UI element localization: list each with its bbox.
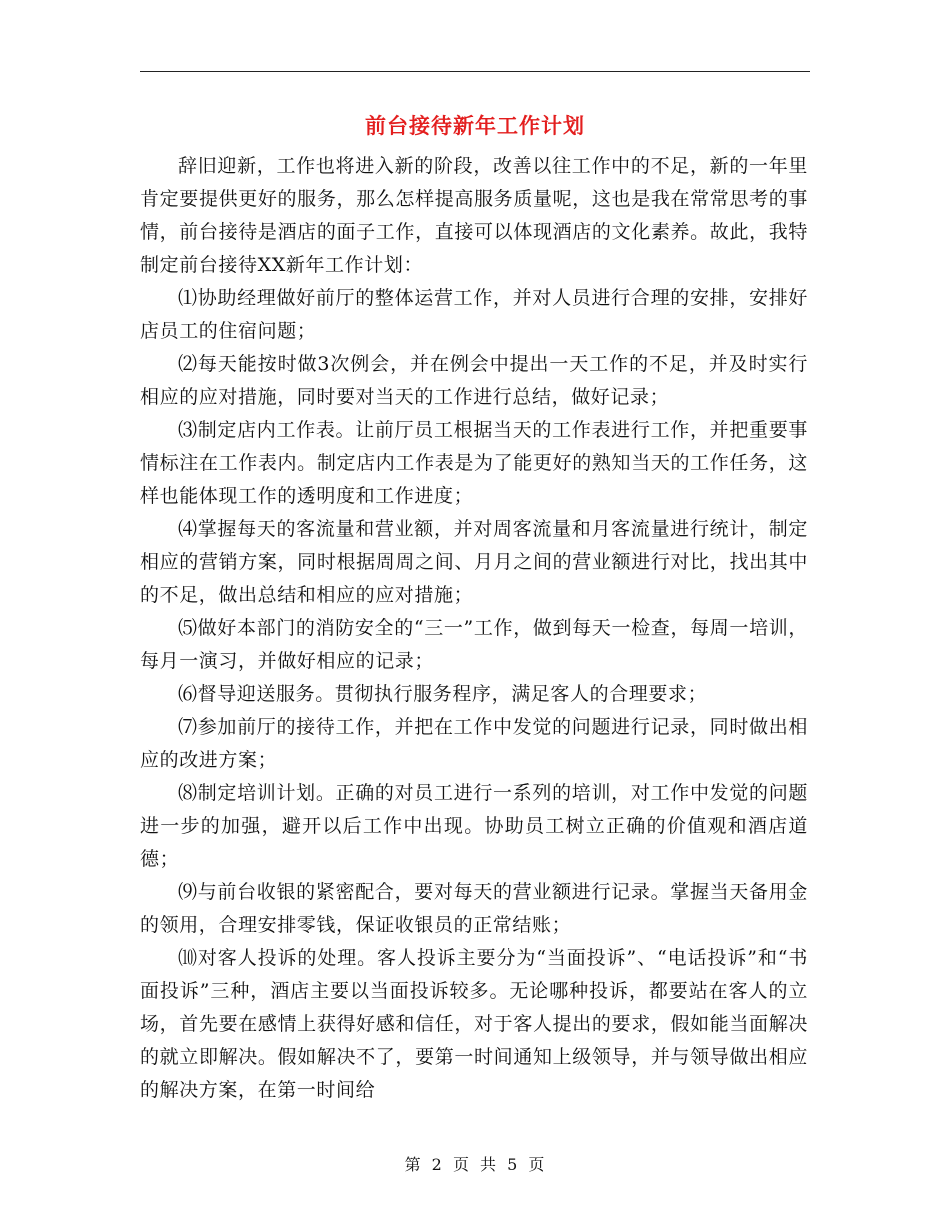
paragraph-item-9: ⑼与前台收银的紧密配合，要对每天的营业额进行记录。掌握当天备用金的领用，合理安排零钱，保证收银员的正常结账； <box>140 881 808 936</box>
paragraph-intro: 辞旧迎新，工作也将进入新的阶段，改善以往工作中的不足，新的一年里肯定要提供更好的服务，那么怎样提高服务质量呢，这也是我在常常思考的事情，前台接待是酒店的面子工作，直接可以体现酒店的文化素养。故此，我特制定前台接待XX新年工作计划： <box>140 155 808 276</box>
header-rule <box>140 71 810 72</box>
paragraph-item-1: ⑴协助经理做好前厅的整体运营工作，并对人员进行合理的安排，安排好店员工的住宿问题； <box>140 287 808 342</box>
document-body <box>140 150 808 1107</box>
paragraph-item-7: ⑺参加前厅的接待工作，并把在工作中发觉的问题进行记录，同时做出相应的改进方案； <box>140 716 808 771</box>
paragraph-item-6: ⑹督导迎送服务。贯彻执行服务程序，满足客人的合理要求； <box>178 683 708 705</box>
paragraph-item-10: ⑽对客人投诉的处理。客人投诉主要分为“当面投诉”、“电话投诉”和“书面投诉”三种，酒店主要以当面投诉较多。无论哪种投诉，都要站在客人的立场，首先要在感情上获得好感和信任，对于客人提出的要求，假如能当面解决的就立即解决。假如解决不了，要第一时间通知上级领导，并与领导做出相应的解决方案，在第一时间给 <box>140 947 808 1101</box>
paragraph-item-5: ⑸做好本部门的消防安全的“三一”工作，做到每天一检查，每周一培训，每月一演习，并做好相应的记录； <box>140 617 808 672</box>
page-number-footer: 第 2 页 共 5 页 <box>404 1155 546 1174</box>
paragraph-item-2: ⑵每天能按时做3次例会，并在例会中提出一天工作的不足，并及时实行相应的应对措施，同时要对当天的工作进行总结，做好记录； <box>140 353 808 408</box>
paragraph-item-8: ⑻制定培训计划。正确的对员工进行一系列的培训，对工作中发觉的问题进一步的加强，避开以后工作中出现。协助员工树立正确的价值观和酒店道德； <box>140 782 808 870</box>
paragraph-item-3: ⑶制定店内工作表。让前厅员工根据当天的工作表进行工作，并把重要事情标注在工作表内。制定店内工作表是为了能更好的熟知当天的工作任务，这样也能体现工作的透明度和工作进度； <box>140 419 808 507</box>
document-title: 前台接待新年工作计划 <box>365 113 585 138</box>
paragraph-item-4: ⑷掌握每天的客流量和营业额，并对周客流量和月客流量进行统计，制定相应的营销方案，同时根据周周之间、月月之间的营业额进行对比，找出其中的不足，做出总结和相应的应对措施； <box>140 518 808 606</box>
